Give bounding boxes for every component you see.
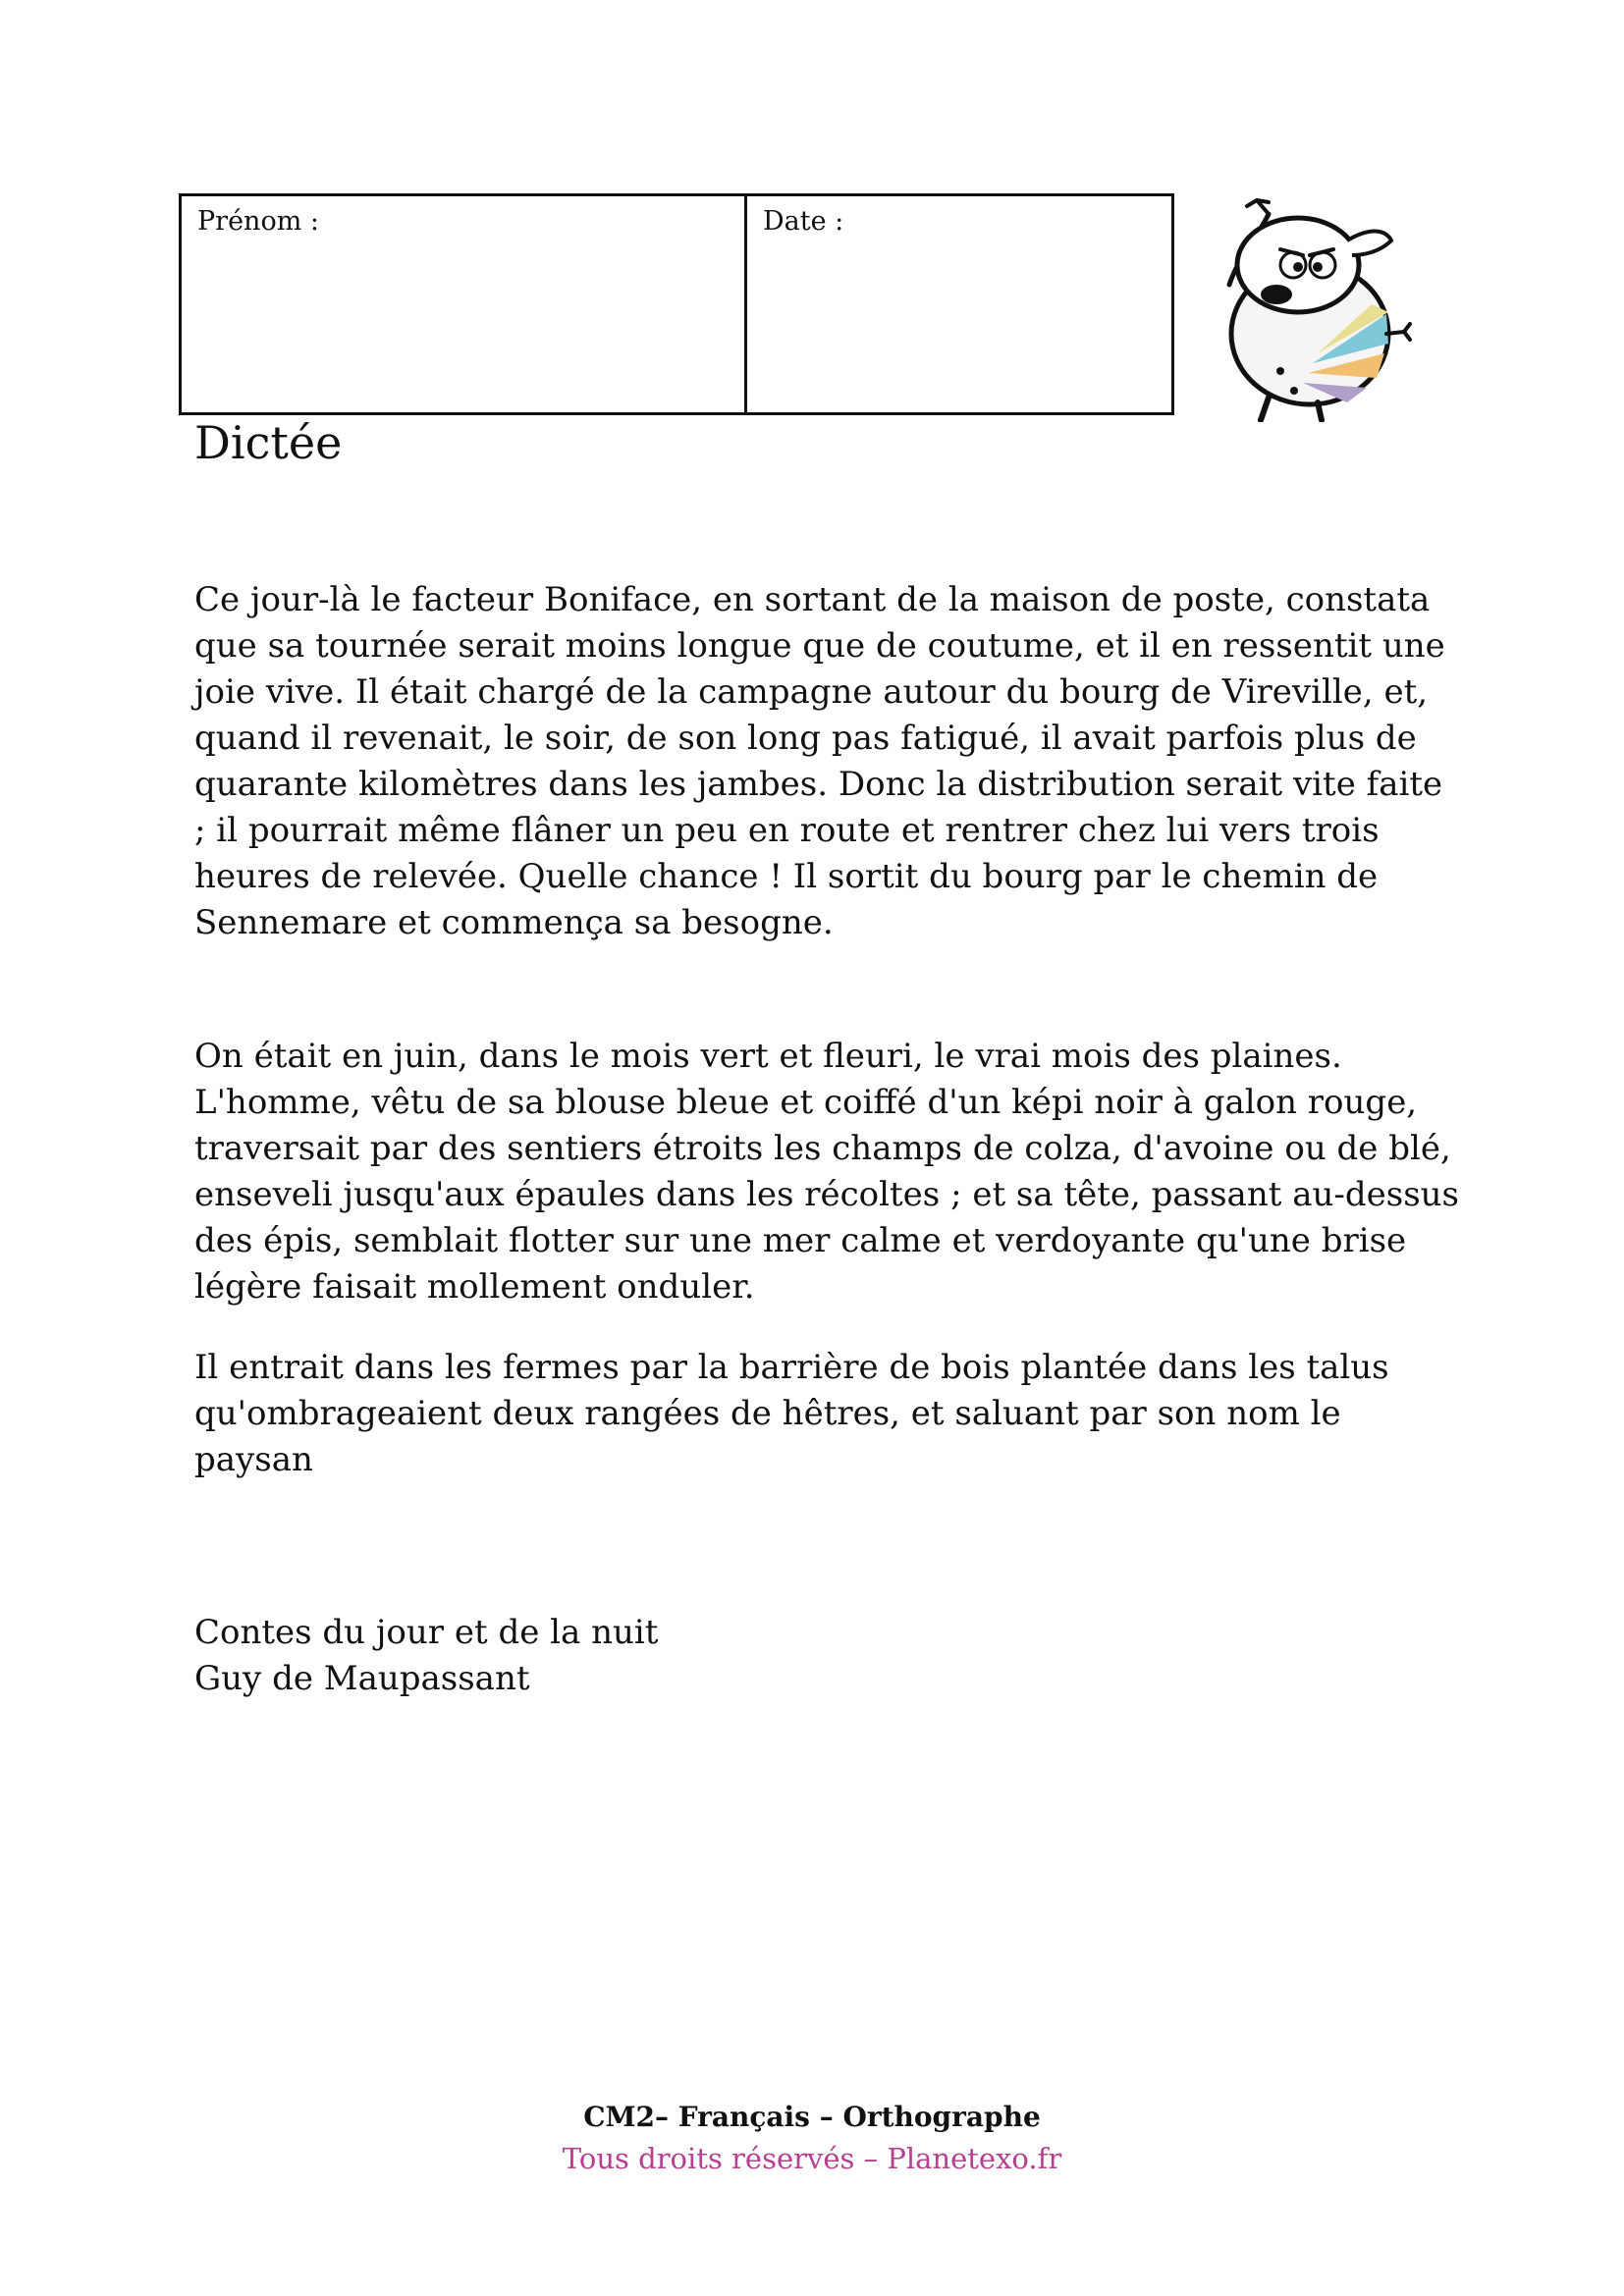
source-citation bbox=[194, 1610, 658, 1702]
dictation-paragraph-2: On était en juin, dans le mois vert et fleuri, le vrai mois des plaines. L'homme, vêtu de sa blouse bleue et coiffé d'un képi noir à galon rouge, traversait par des sentiers étroits les champs de colza, d'avoine ou de blé, enseveli jusqu'aux épaules dans les récoltes ; et sa tête, passant au-dessus des épis, semblait flotter sur une mer calme et verdoyante qu'une brise légère faisait mollement onduler. bbox=[194, 1037, 1459, 1307]
prenom-cell[interactable] bbox=[182, 196, 747, 412]
dictation-paragraph-3: Il entrait dans les fermes par la barrière de bois plantée dans les talus qu'ombrageaient deux rangées de hêtres, et saluant par son nom le paysan bbox=[194, 1348, 1389, 1479]
page-title: Dictée bbox=[194, 416, 343, 469]
footer-copyright: Tous droits réservés – Planetexo.fr bbox=[562, 2142, 1062, 2175]
source-work: Contes du jour et de la nuit bbox=[194, 1613, 659, 1652]
date-label: Date : bbox=[763, 206, 844, 237]
footer-subject: CM2– Français – Orthographe bbox=[583, 2101, 1041, 2133]
source-author: Guy de Maupassant bbox=[194, 1659, 530, 1698]
student-info-table bbox=[179, 193, 1174, 415]
dictation-paragraph-1: Ce jour-là le facteur Boniface, en sortant de la maison de poste, constata que sa tournée serait moins longue que de coutume, et il en ressentit une joie vive. Il était chargé de la campagne autour du bourg de Vireville, et, quand il revenait, le soir, de son long pas fatigué, il avait parfois plus de quarante kilomètres dans les jambes. Donc la distribution serait vite faite ; il pourrait même flâner un peu en route et rentrer chez lui vers trois heures de relevée. Quelle chance ! Il sortit du bourg par le chemin de Sennemare et commença sa besogne. bbox=[194, 580, 1445, 942]
date-cell[interactable] bbox=[747, 196, 1171, 412]
sheep-mascot-icon bbox=[1200, 196, 1416, 422]
prenom-label: Prénom : bbox=[197, 206, 319, 237]
